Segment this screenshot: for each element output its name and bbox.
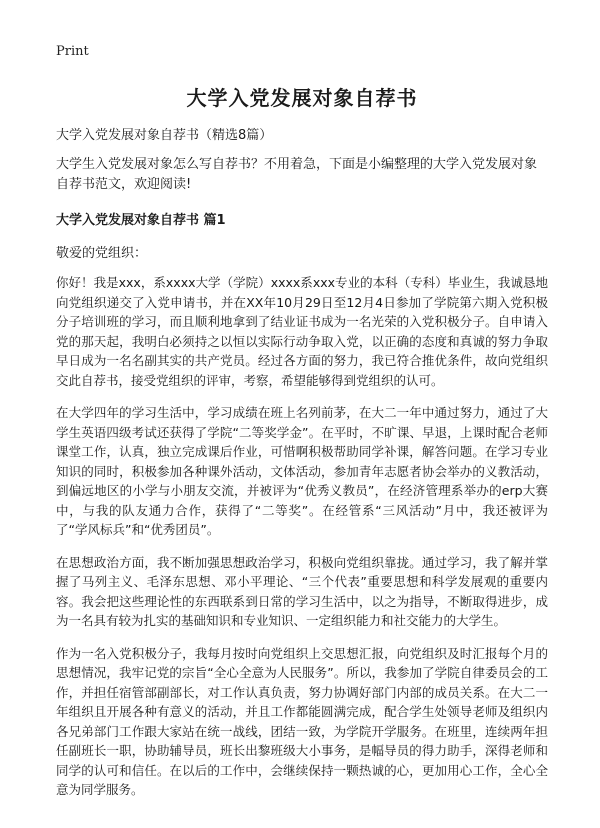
page-title: 大学入党发展对象自荐书 bbox=[186, 86, 418, 110]
salutation: 敬爱的党组织： bbox=[56, 246, 148, 261]
document-page bbox=[56, 44, 548, 813]
body-paragraph-2: 在大学四年的学习生活中，学习成绩在班上名列前茅，在大二一年中通过努力，通过了大学生英语四级考试还获得了学院“二等奖学金”。在平时，不旷课、早退，上课时配合老师课堂工作，认真，独立完成课后作业，可惜啊积极帮助同学补课，解答问题。在学习专业知识的同时，积极参加各种课外活动，文体活动，参加青年志愿者协会举办的义教活动，到偏远地区的小学与小朋友交流，并被评为“优秀义教员”，在经济管理系举办的erp大赛中，与我的队友通力合作，获得了“二等奖”。在经管系“三风活动”月中，我还被评为了“学风标兵”和“优秀团员”。 bbox=[56, 405, 548, 537]
section-heading: 大学入党发展对象自荐书 篇1 bbox=[56, 213, 226, 228]
print-label[interactable]: Print bbox=[56, 44, 89, 59]
intro-paragraph: 大学生入党发展对象怎么写自荐书？不用着急，下面是小编整理的大学入党发展对象自荐书范文，欢迎阅读! bbox=[56, 157, 538, 192]
body-paragraph-3: 在思想政治方面，我不断加强思想政治学习，积极向党组织靠拢。通过学习，我了解并掌握了马列主义、毛泽东思想、邓小平理论、“三个代表”重要思想和科学发展观的重要内容。我会把这些理论性的东西联系到日常的学习生活中，以之为指导，不断取得进步，成为一名具有较为扎实的基础知识和专业知识、一定组织能力和社交能力的大学生。 bbox=[56, 554, 548, 628]
body-paragraph-1: 你好！我是xxx，系xxxx大学（学院）xxxx系xxx专业的本科（专科）毕业生，我诚恳地向党组织递交了入党申请书，并在XX年10月29日至12月4日参加了学院第六期入党积极分子培训班的学习，而且顺利地拿到了结业证书成为一名光荣的入党积极分子。自申请入党的那天起，我明白必须持之以恒以实际行动争取入党，以正确的态度和真诚的努力争取早日成为一名名副其实的共产党员。经过各方面的努力，我已符合推优条件，故向党组织交此自荐书，接受党组织的评审，考察，希望能够得到党组织的认可。 bbox=[56, 275, 548, 388]
subtitle: 大学入党发展对象自荐书（精选8篇） bbox=[56, 128, 273, 143]
body-paragraph-4: 作为一名入党积极分子，我每月按时向党组织上交思想汇报，向党组织及时汇报每个月的思想情况，我牢记党的宗旨“全心全意为人民服务”。所以，我参加了学院自律委员会的工作，并担任宿管部副部长，对工作认真负责，努力协调好部门内部的成员关系。在大二一年组织且开展各种有意义的活动，并且工作都能圆满完成，配合学生处领导老师及组织内各兄弟部门工作跟大家站在统一战线，团结一致，为学院开学服务。在班里，连续两年担任副班长一职，协助辅导员，班长出黎班级大小事务，是幅导员的得力助手，深得老师和同学的认可和信任。在以后的工作中，会继续保持一颗热诚的心，更加用心工作，全心全意为同学服务。 bbox=[56, 645, 548, 797]
